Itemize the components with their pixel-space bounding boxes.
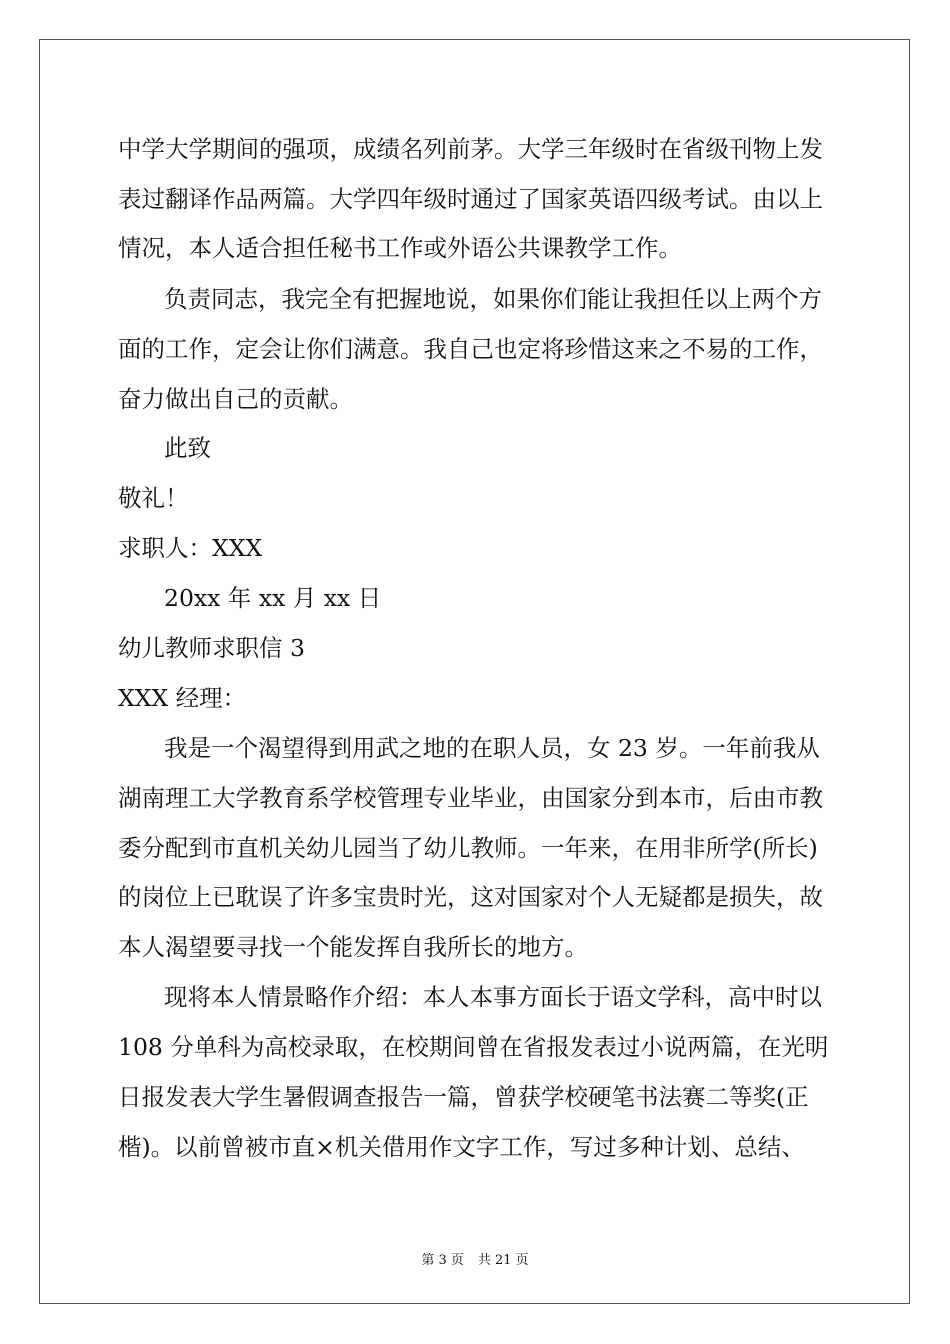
text-line: 日报发表大学生暑假调查报告一篇，曾获学校硬笔书法赛二等奖(正 — [118, 1083, 809, 1111]
text-line: 负责同志，我完全有把握地说，如果你们能让我担任以上两个方 — [164, 285, 822, 313]
page-footer — [0, 1249, 950, 1268]
applicant-signature: 求职人：XXX — [118, 534, 263, 562]
page-border — [39, 39, 910, 1304]
text-line: 本人渴望要寻找一个能发挥自我所长的地方。 — [118, 933, 588, 961]
text-line: 面的工作，定会让你们满意。我自己也定将珍惜这来之不易的工作， — [118, 335, 823, 363]
text-line: 楷)。以前曾被市直×机关借用作文字工作，写过多种计划、总结、 — [118, 1133, 805, 1161]
page-number: 第 3 页 — [421, 1253, 464, 1268]
text-line: 湖南理工大学教育系学校管理专业毕业，由国家分到本市，后由市教 — [118, 784, 823, 812]
text-line: 委分配到市直机关幼儿园当了幼儿教师。一年来，在用非所学(所长) — [118, 834, 818, 862]
closing-salutation: 此致 — [164, 434, 211, 462]
text-line: 我是一个渴望得到用武之地的在职人员，女 23 岁。一年前我从 — [164, 734, 820, 762]
text-line: 的岗位上已耽误了许多宝贵时光，这对国家对个人无疑都是损失，故 — [118, 883, 823, 911]
letter-greeting: XXX 经理： — [118, 684, 247, 712]
closing-regards: 敬礼！ — [118, 484, 189, 512]
text-line: 情况，本人适合担任秘书工作或外语公共课教学工作。 — [118, 234, 682, 262]
text-line: 108 分单科为高校录取，在校期间曾在省报发表过小说两篇，在光明 — [118, 1033, 829, 1061]
text-line: 现将本人情景略作介绍：本人本事方面长于语文学科，高中时以 — [164, 983, 822, 1011]
section-title: 幼儿教师求职信 3 — [118, 634, 305, 662]
text-line: 奋力做出自己的贡献。 — [118, 385, 353, 413]
text-line: 表过翻译作品两篇。大学四年级时通过了国家英语四级考试。由以上 — [118, 185, 823, 213]
text-line: 中学大学期间的强项，成绩名列前茅。大学三年级时在省级刊物上发 — [118, 135, 823, 163]
page-total: 共 21 页 — [477, 1253, 529, 1268]
letter-date: 20xx 年 xx 月 xx 日 — [164, 584, 382, 612]
